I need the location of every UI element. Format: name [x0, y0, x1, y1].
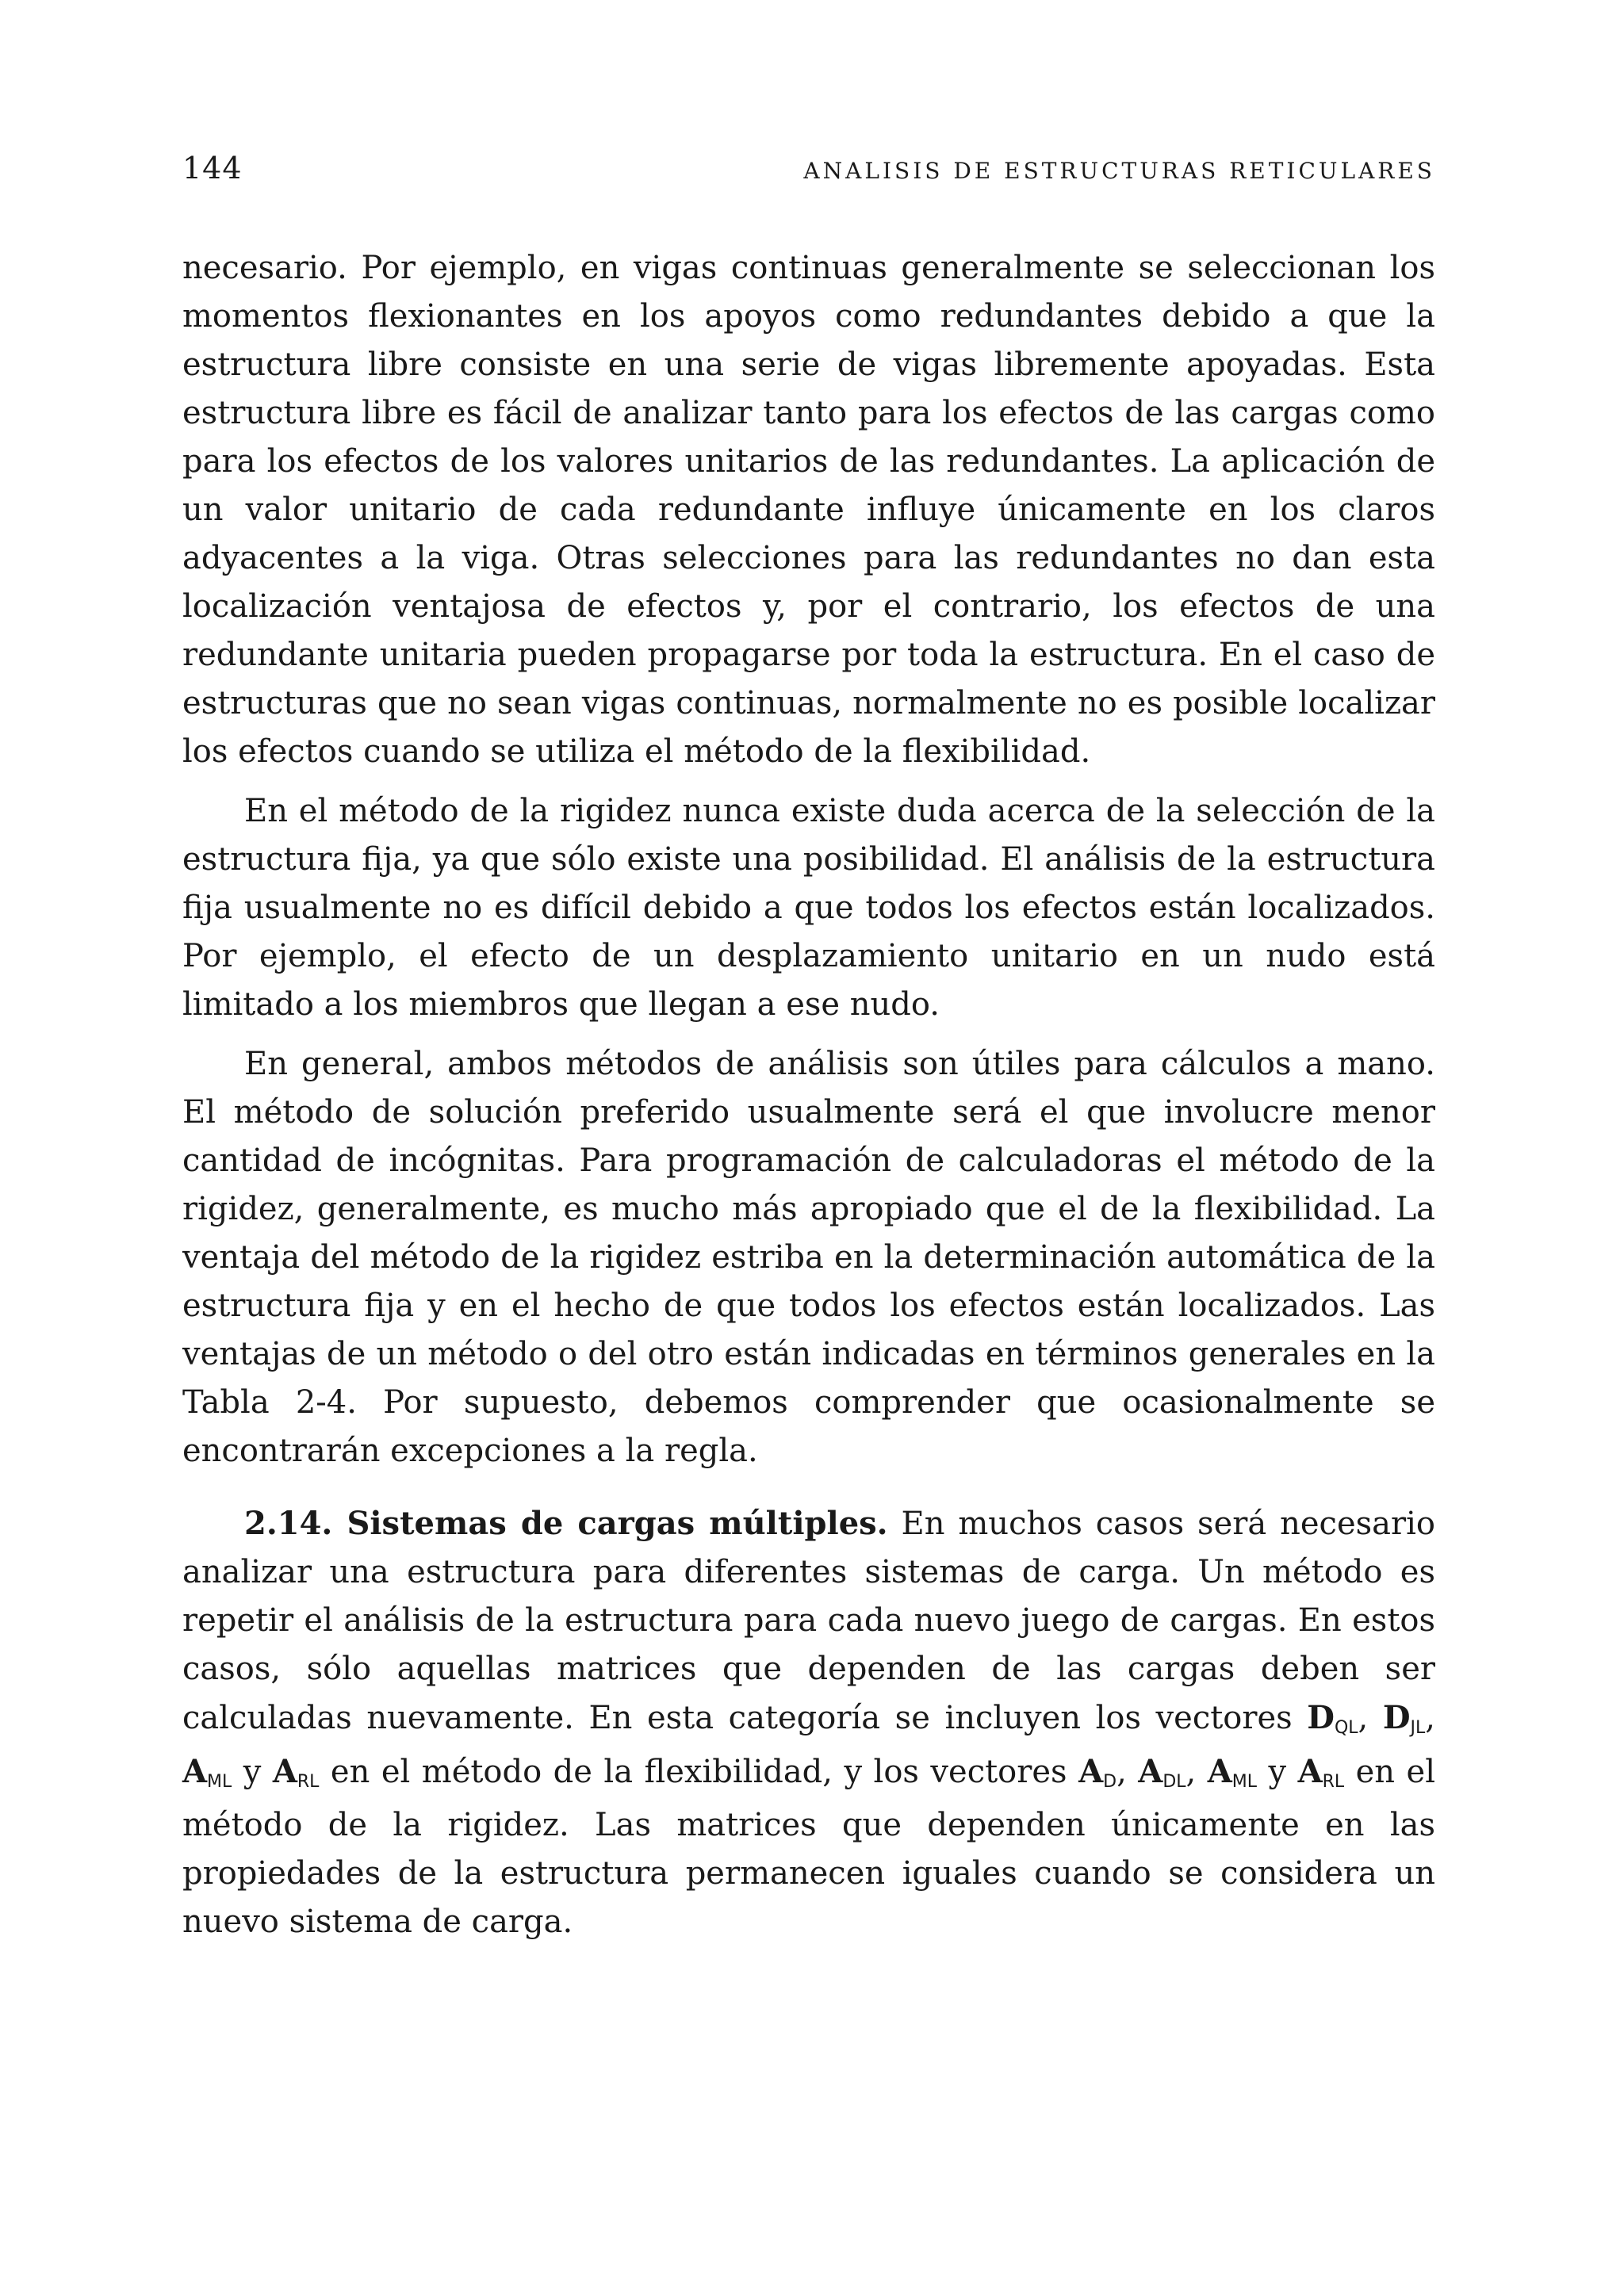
- vector-aml-2: $A_{ML}$: [1207, 1753, 1258, 1792]
- section-text-2: en el método de la flexibilidad, y los vectores: [319, 1754, 1079, 1790]
- section-heading: 2.14. Sistemas de cargas múltiples.: [244, 1505, 888, 1542]
- document-page: [182, 151, 1435, 1957]
- paragraph-2: En el método de la rigidez nunca existe duda acerca de la selección de la estructura fija, ya que sólo existe una posibilidad. El análisis de la estructura fija usualmente no es difícil debido a que todos los efectos están localizados. Por ejemplo, el efecto de un desplazamiento unitario en un nudo está limitado a los miembros que llegan a ese nudo.: [182, 793, 1435, 1023]
- paragraph-3: En general, ambos métodos de análisis son útiles para cálculos a mano. El método de solución preferido usualmente será el que involucre menor cantidad de incógnitas. Para programación de calculadoras el método de la rigidez, generalmente, es mucho más apropiado que el de la flexibilidad. La ventaja del método de la rigidez estriba en la determinación automática de la estructura fija y en el hecho de que todos los efectos están localizados. Las ventajas de un método o del otro están indicadas en términos generales en la Tabla 2-4. Por supuesto, debemos comprender que ocasionalmente se encontrarán excepciones a la regla.: [182, 1046, 1435, 1469]
- section-text-1: En muchos casos será necesario analizar una estructura para diferentes sistemas de carga. Un método es repetir el análisis de la estructura para cada nuevo juego de cargas. En estos casos, sólo aquellas matrices que dependen de las cargas deben ser calculadas nuevamente. En esta categoría se incluyen los vectores: [182, 1506, 1435, 1736]
- vector-ad: $A_D$: [1078, 1753, 1117, 1792]
- vector-arl: $A_{RL}$: [272, 1753, 320, 1792]
- running-title: ANALISIS DE ESTRUCTURAS RETICULARES: [803, 158, 1435, 184]
- vector-aml: $A_{ML}$: [182, 1753, 232, 1792]
- running-header: [182, 151, 1435, 198]
- page-number: 144: [182, 151, 243, 186]
- section-paragraph: 2.14. Sistemas de cargas múltiples. En muchos casos será necesario analizar una estructura para diferentes sistemas de carga. Un método es repetir el análisis de la estructura para cada nuevo juego de cargas. En estos casos, sólo aquellas matrices que dependen de las cargas deben ser calculadas nuevamente. En esta categoría se incluyen los vectores $D_{QL}$, $D_{JL}$, $A_{ML}$ y $A_{RL}$ en el método de la flexibilidad, y los vectores $A_D$, $A_{DL}$, $A_{ML}$ y $A_{RL}$ en el método de la rigidez. Las matrices que dependen únicamente en las propiedades de la estructura permanecen iguales cuando se considera un nuevo sistema de carga.: [182, 1505, 1436, 1940]
- section-text-3: en el método de la rigidez. Las matrices que dependen únicamente en las propiedades de la estructura permanecen iguales cuando se considera un nuevo sistema de carga.: [182, 1754, 1436, 1940]
- vector-dql: $D_{QL}$: [1307, 1699, 1358, 1738]
- vector-djl: $D_{JL}$: [1382, 1699, 1426, 1738]
- body-text: [182, 244, 1435, 1946]
- paragraph-1: necesario. Por ejemplo, en vigas continuas generalmente se seleccionan los momentos flexionantes en los apoyos como redundantes debido a que la estructura libre consiste en una serie de vigas libremente apoyadas. Esta estructura libre es fácil de analizar tanto para los efectos de las cargas como para los efectos de los valores unitarios de las redundantes. La aplicación de un valor unitario de cada redundante influye únicamente en los claros adyacentes a la viga. Otras selecciones para las redundantes no dan esta localización ventajosa de efectos y, por el contrario, los efectos de una redundante unitaria pueden propagarse por toda la estructura. En el caso de estructuras que no sean vigas continuas, normalmente no es posible localizar los efectos cuando se utiliza el método de la flexibilidad.: [182, 250, 1435, 770]
- vector-adl: $A_{DL}$: [1138, 1753, 1186, 1792]
- vector-arl-2: $A_{RL}$: [1297, 1753, 1345, 1792]
